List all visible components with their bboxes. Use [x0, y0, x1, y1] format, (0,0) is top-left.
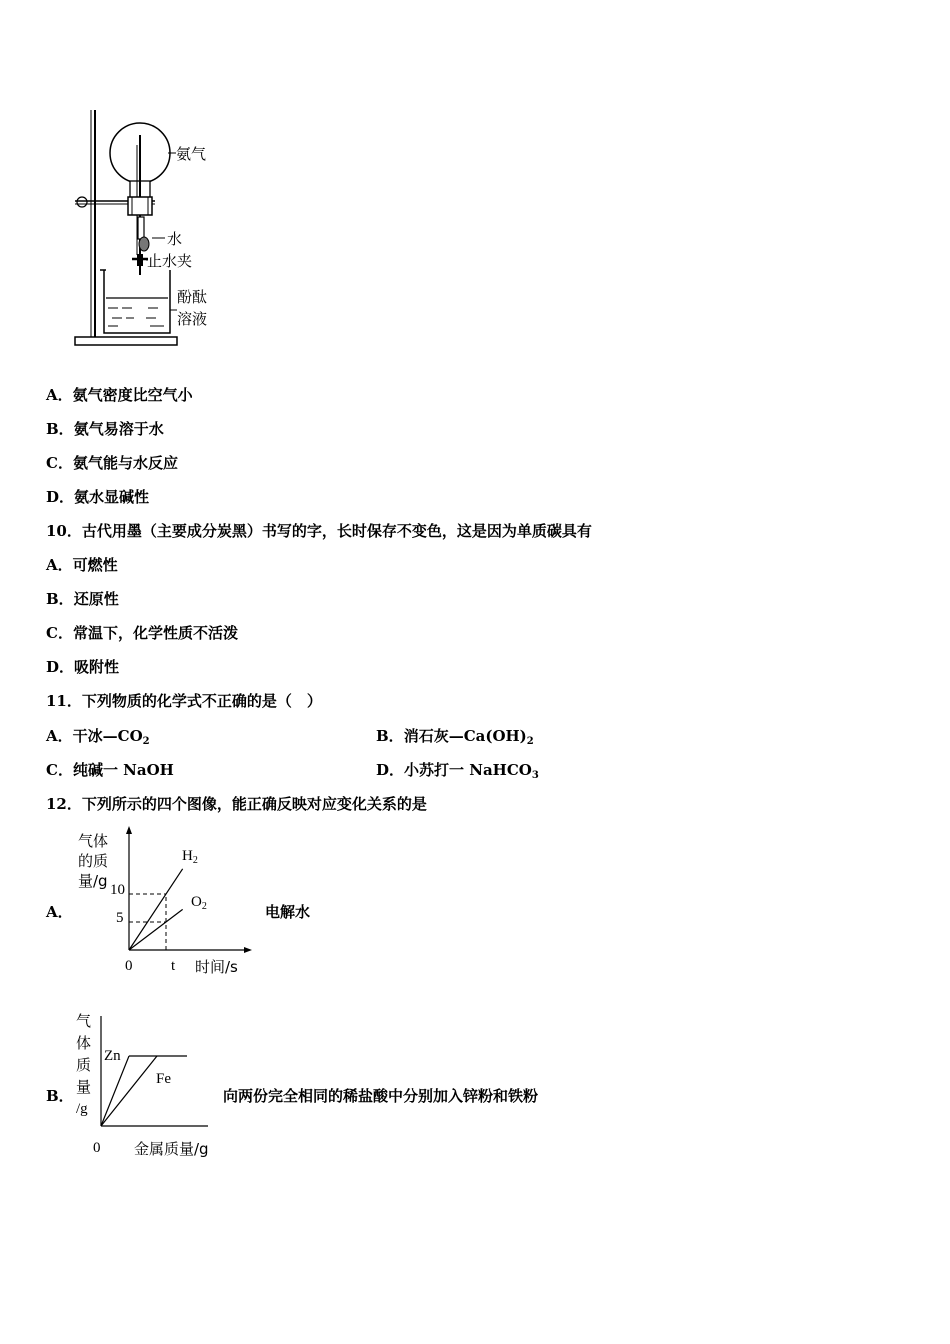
q9-option-b: B．氨气易溶于水: [46, 420, 164, 438]
q12-a-caption: 电解水: [265, 903, 311, 921]
q12-b-caption: 向两份完全相同的稀盐酸中分别加入锌粉和铁粉: [223, 1087, 539, 1105]
water-dropper: [139, 237, 149, 251]
q12-a-xlabel: 时间/s: [195, 958, 238, 976]
q12-a-tick-t: t: [171, 958, 176, 974]
q12-a-ylabel-3: 量/g: [78, 872, 108, 890]
q12-option-b-letter: B．: [46, 1087, 74, 1105]
q12-a-ylabel-1: 气体: [78, 832, 109, 850]
q12-b-ylabel-3: 质: [76, 1056, 92, 1074]
q12-b-xlabel: 金属质量/g: [134, 1140, 209, 1158]
label-water: 水: [167, 230, 183, 248]
stand-base: [75, 337, 177, 345]
q12-a-label-o2: $O_2$: [191, 894, 207, 912]
q12-b-label-zn: Zn: [104, 1048, 121, 1064]
q10-option-c: C．常温下，化学性质不活泼: [46, 624, 238, 642]
q11-option-d: D．小苏打一 NaHCO$_3$: [376, 761, 539, 781]
q12-b-origin: 0: [93, 1140, 101, 1156]
label-ammonia: 氨气: [176, 145, 207, 163]
q10-option-a: A．可燃性: [46, 556, 118, 574]
q12-b-ylabel-5: /g: [76, 1101, 88, 1117]
q9-option-c: C．氨气能与水反应: [46, 454, 178, 472]
q11-option-b: B．消石灰$—Ca(OH)_2$: [376, 727, 534, 747]
ammonia-fountain-apparatus: [60, 105, 230, 355]
q12-a-label-h2: $H_2$: [182, 848, 198, 866]
q10-stem: 10．古代用墨（主要成分炭黑）书写的字，长时保存不变色，这是因为单质碳具有: [46, 522, 592, 540]
q12-a-tick-5: 5: [116, 910, 124, 926]
q12-a-origin: 0: [125, 958, 133, 974]
q12-b-label-fe: Fe: [156, 1071, 171, 1087]
q11-option-c: C．纯碱一 NaOH: [46, 761, 174, 779]
q12-b-fe-line: [101, 1056, 157, 1126]
q10-option-d: D．吸附性: [46, 658, 120, 676]
q11-stem: 11．下列物质的化学式不正确的是（ ）: [46, 692, 322, 710]
q9-option-d: D．氨水显碱性: [46, 488, 150, 506]
q12-a-h2-line: [129, 869, 183, 950]
q12-option-a-letter: A．: [46, 903, 73, 921]
q12-b-chart: [70, 1008, 230, 1163]
q12-a-o2-line: [129, 909, 183, 950]
q11-option-a: A．干冰$—CO_2$: [46, 727, 150, 747]
q12-a-ylabel-2: 的质: [78, 852, 109, 870]
q12-b-ylabel-4: 量: [76, 1078, 92, 1096]
q12-b-ylabel-2: 体: [76, 1034, 92, 1052]
label-water-clamp: 止水夹: [147, 252, 193, 270]
q9-option-a: A．氨气密度比空气小: [46, 386, 193, 404]
q12-b-zn-line: [101, 1056, 129, 1126]
q12-a-chart: [70, 822, 260, 982]
q12-a-tick-10: 10: [110, 882, 125, 898]
label-phenolphthalein: 酚酞: [177, 288, 208, 306]
beaker: [104, 270, 170, 333]
q12-b-ylabel-1: 气: [76, 1012, 92, 1030]
q12-stem: 12．下列所示的四个图像，能正确反映对应变化关系的是: [46, 795, 427, 813]
label-solution: 溶液: [177, 310, 208, 328]
q10-option-b: B．还原性: [46, 590, 119, 608]
